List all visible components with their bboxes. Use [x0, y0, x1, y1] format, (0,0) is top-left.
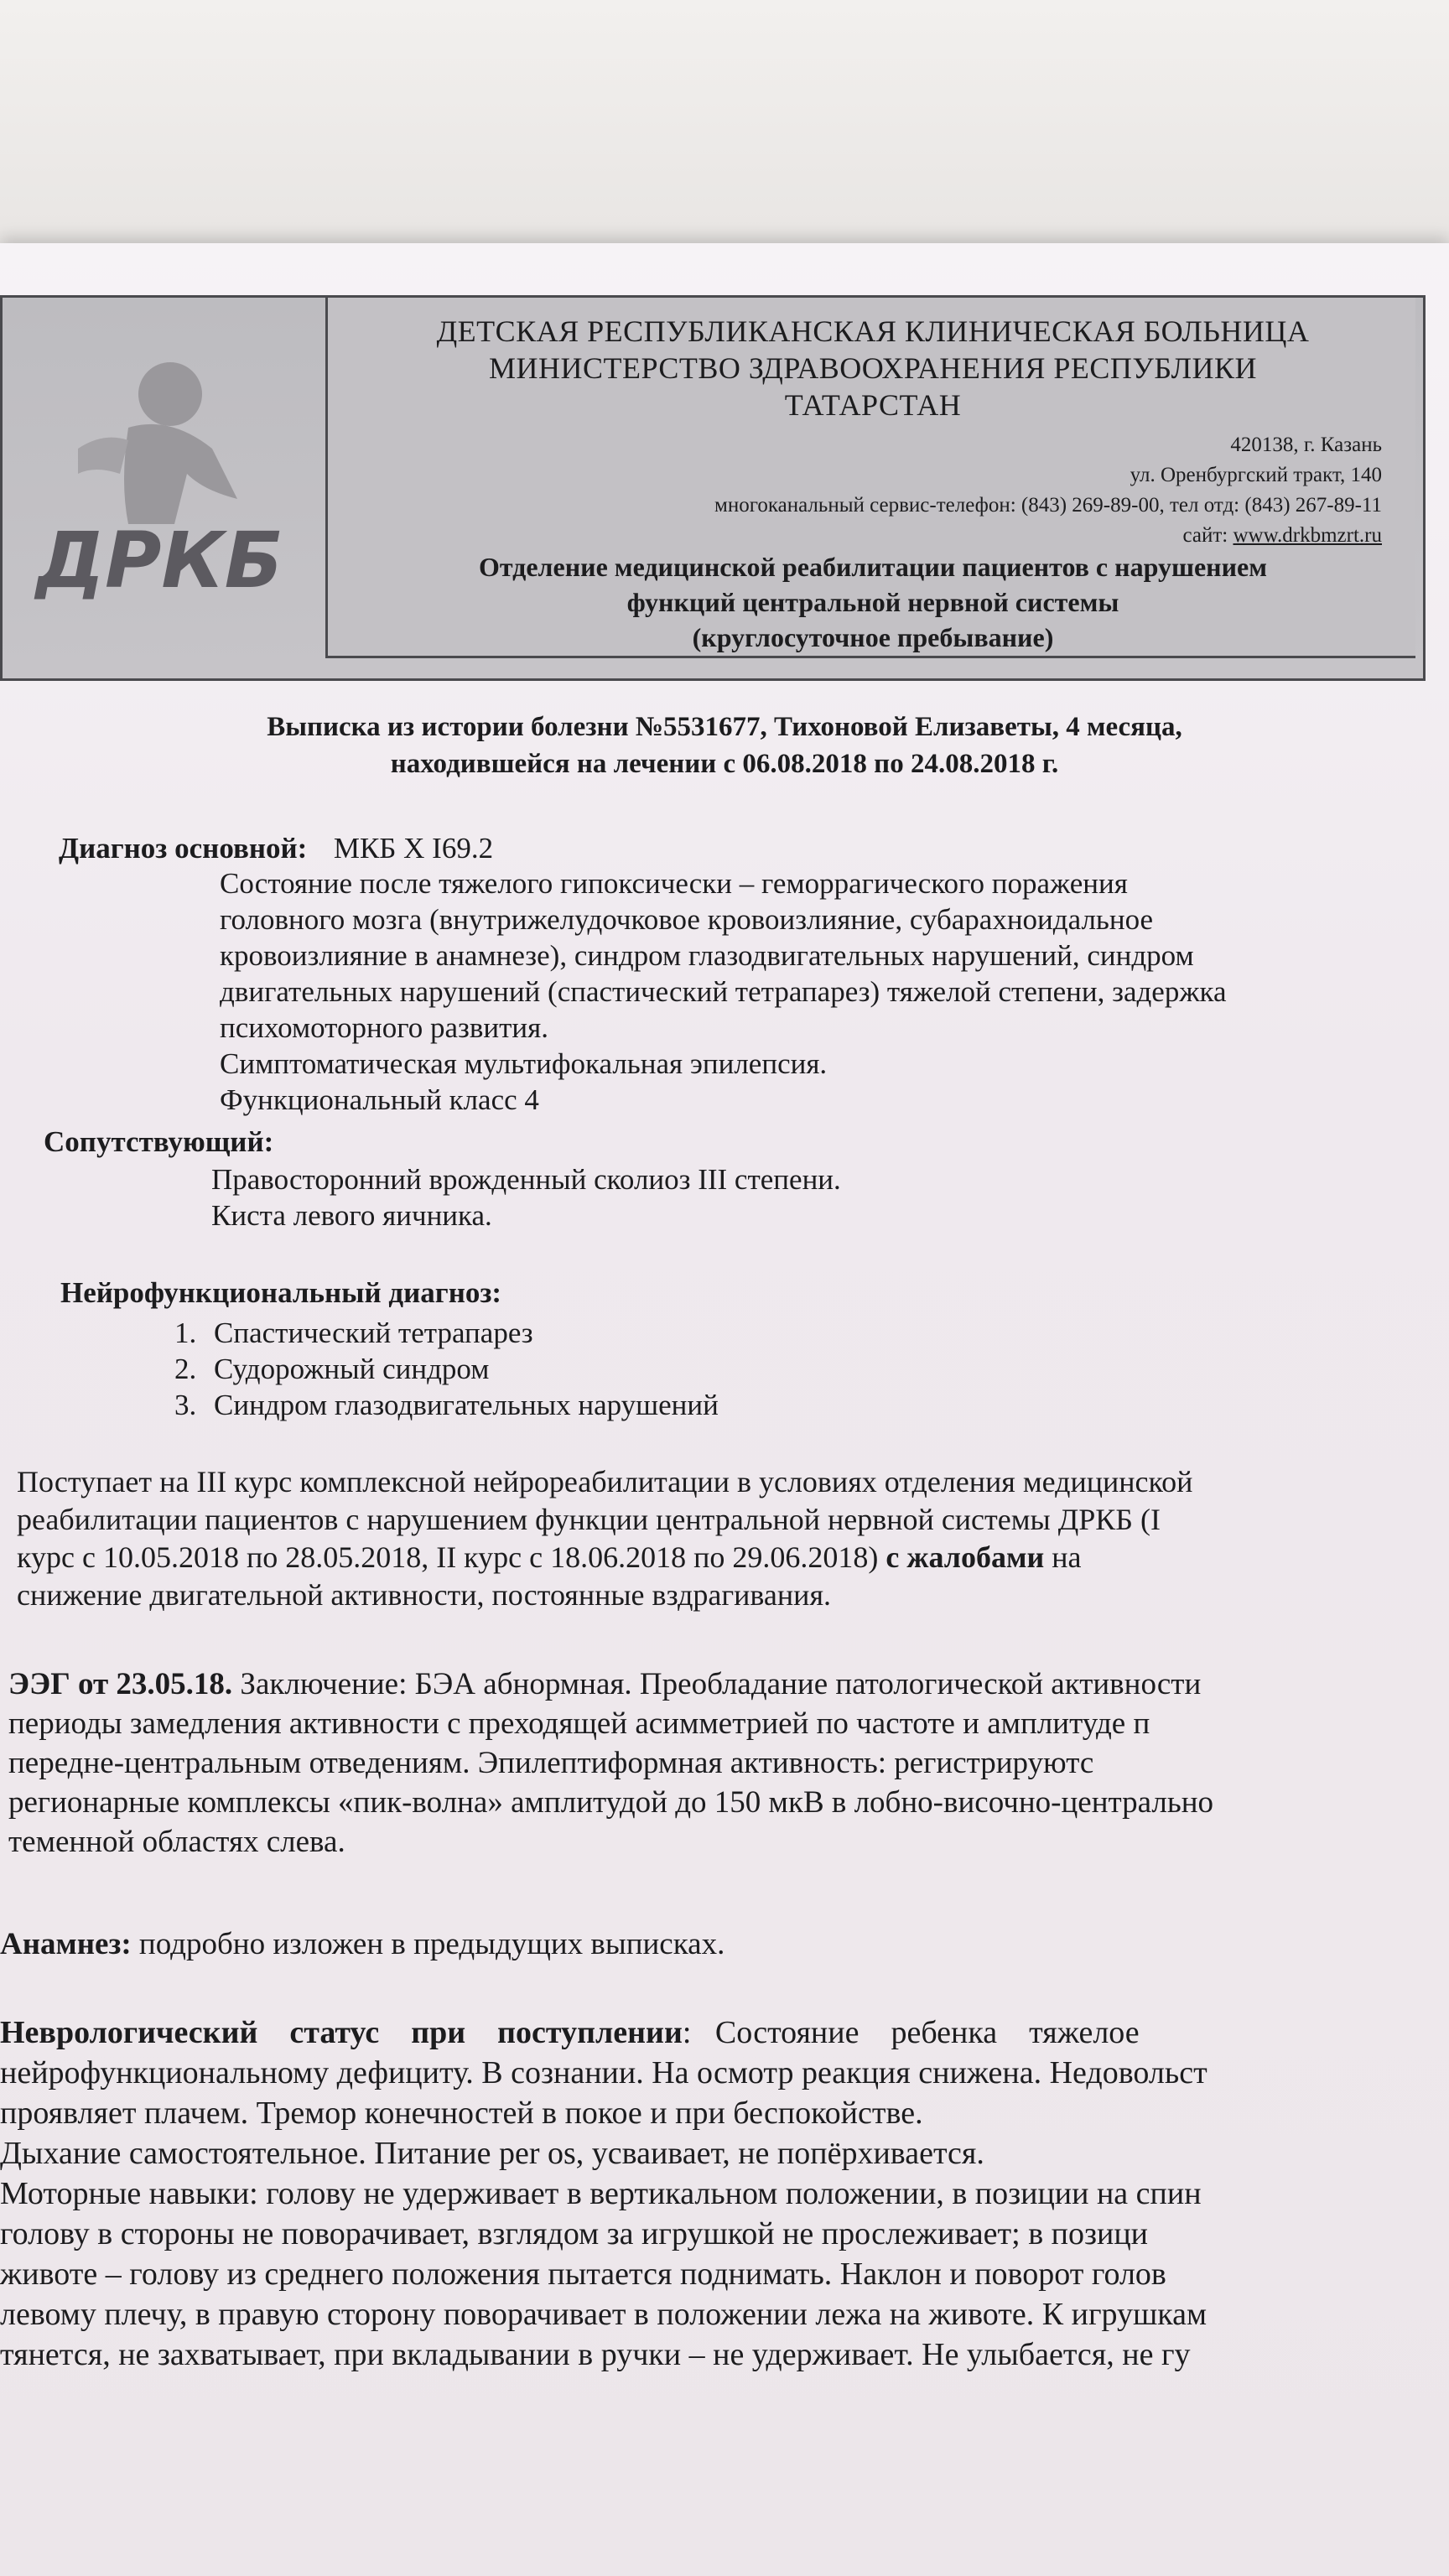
eeg-label: ЭЭГ от 23.05.18.	[8, 1667, 233, 1701]
document-title: Выписка из истории болезни №5531677, Тихоновой Елизаветы, 4 месяца, находившейся на лечении с 06.08.2018 по 24.08.2018 г.	[267, 712, 1182, 779]
neuro-status-paragraph: Неврологический статус при поступлении: Состояние ребенка тяжелое нейрофункциональному дефициту. В сознании. На осмотр реакция снижена. Недовольст проявляет плачем. Тремор конечностей в покое и при беспокойстве. Дыхание самостоятельное. Питание per os, усваивает, не попёрхивается. Моторные навыки: голову не удерживает в вертикальном положении, в позиции на спин голову в стороны не поворачивает, взглядом за игрушкой не прослеживает; в позици животе – голову из среднего положения пытается поднимать. Наклон и поворот голов левому плечу, в правую сторону поворачивает в положении лежа на животе. К игрушкам тянется, не захватывает, при вкладывании в ручки – не удерживает. Не улыбается, не гу	[0, 2015, 1208, 2372]
website-link[interactable]: www.drkbmzrt.ru	[1233, 524, 1382, 547]
letterhead-info	[325, 298, 1415, 658]
table-surface	[0, 0, 1449, 277]
anamnesis-paragraph: Анамнез: подробно изложен в предыдущих выписках.	[0, 1927, 725, 1961]
concomitant-list	[211, 1161, 1385, 1233]
list-item: Правосторонний врожденный сколиоз III степени.	[211, 1163, 841, 1196]
phone-numbers: многоканальный сервис-телефон: (843) 269-89-00, тел отд: (843) 267-89-11	[714, 494, 1382, 517]
hospital-logo	[28, 348, 304, 600]
website-line: сайт: www.drkbmzrt.ru	[1182, 524, 1382, 547]
neuro-diagnosis-list	[155, 1315, 1329, 1423]
street-address: ул. Оренбургский тракт, 140	[1130, 464, 1382, 486]
neuro-status-label: Неврологический статус при поступлении	[0, 2015, 683, 2050]
document-page	[0, 243, 1449, 2576]
eeg-paragraph: ЭЭГ от 23.05.18. Заключение: БЭА абнормная. Преобладание патологической активности периоды замедления активности с преходящей асимметрией по частоте и амплитуде п передне-центральным отведениям. Эпилептиформная активность: регистрируютс регионарные комплексы «пик-волна» амплитудой до 150 мкВ в лобно-височно-центрально теменной областях слева.	[8, 1667, 1214, 1859]
main-diagnosis-text: Состояние после тяжелого гипоксически – геморрагического поражения головного мозга (внутрижелудочковое кровоизлияние, субарахноидальное кровоизлияние в анамнезе), синдром глазодвигательных нарушений, синдром двигательных нарушений (спастический тетрапарез) тяжелой степени, задержка психомоторного развития. Симптоматическая мультифокальная эпилепсия. Функциональный класс 4	[220, 867, 1227, 1116]
list-item: Киста левого яичника.	[211, 1199, 492, 1232]
letterhead	[0, 295, 1426, 681]
list-item: 1. Спастический тетрапарез	[204, 1315, 1329, 1351]
anamnesis-label: Анамнез:	[0, 1927, 132, 1961]
postal-address: 420138, г. Казань	[1230, 434, 1382, 456]
main-diagnosis-heading: Диагноз основной: МКБ Х I69.2	[59, 832, 494, 865]
list-item: 3. Синдром глазодвигательных нарушений	[204, 1387, 1329, 1423]
hospital-name: ДЕТСКАЯ РЕСПУБЛИКАНСКАЯ КЛИНИЧЕСКАЯ БОЛЬНИЦА МИНИСТЕРСТВО ЗДРАВООХРАНЕНИЯ РЕСПУБЛИКИ ТАТАРСТАН	[436, 314, 1310, 422]
list-item: 2. Судорожный синдром	[204, 1351, 1329, 1387]
logo-text: ДРКБ	[36, 516, 283, 600]
department-name: Отделение медицинской реабилитации пациентов с нарушением функций центральной нервной системы (круглосуточное пребывание)	[478, 552, 1268, 652]
admission-paragraph: Поступает на III курс комплексной нейрореабилитации в условиях отделения медицинской реабилитации пациентов с нарушением функции центральной нервной системы ДРКБ (I курс с 10.05.2018 по 28.05.2018, II курс с 18.06.2018 по 29.06.2018) с жалобами на снижение двигательной активности, постоянные вздрагивания.	[17, 1465, 1193, 1612]
icd-code: МКБ Х I69.2	[333, 832, 494, 865]
concomitant-heading: Сопутствующий:	[44, 1125, 274, 1158]
complaints-label: с жалобами	[886, 1540, 1045, 1574]
neuro-diagnosis-heading: Нейрофункциональный диагноз:	[60, 1276, 502, 1309]
